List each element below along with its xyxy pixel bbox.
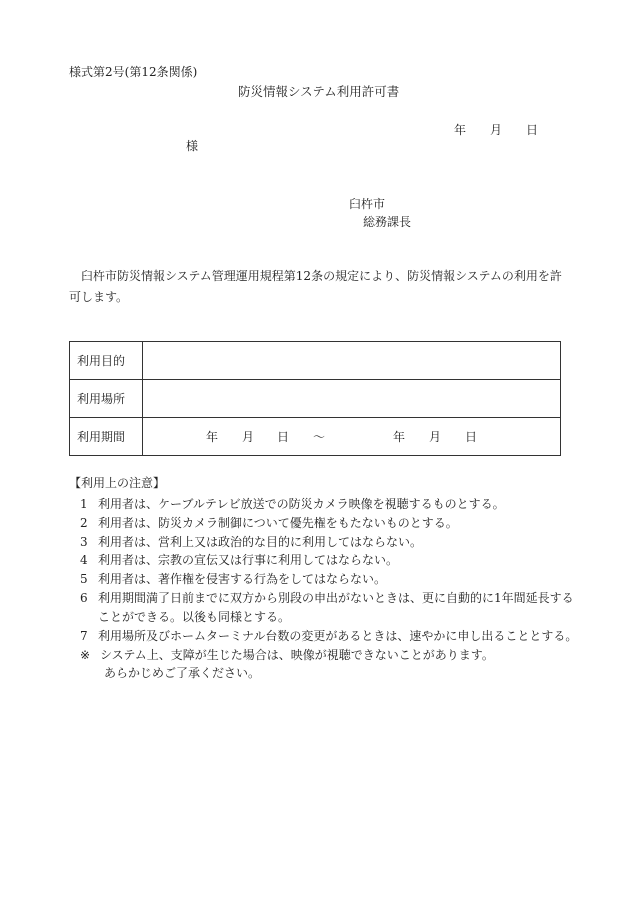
note-continuation — [104, 667, 260, 679]
note-text: 利用者は、宗教の宣伝又は行事に利用してはならない。 — [98, 553, 399, 567]
period-tilde: 〜 — [313, 429, 326, 444]
notes-heading: 【利用上の注意】 — [69, 476, 166, 490]
document-title: 防災情報システム利用許可書 — [238, 84, 400, 99]
note-text: 利用者は、ケーブルテレビ放送での防災カメラ映像を視聴するものとする。 — [98, 497, 505, 511]
period-start-month: 月 — [242, 429, 255, 444]
note-text: 利用者は、著作権を侵害する行為をしてはならない。 — [98, 572, 387, 586]
table-row-purpose — [70, 342, 561, 380]
date-month: 月 — [490, 123, 503, 137]
note-number: 4 — [80, 553, 88, 567]
note-text: システム上、支障が生じた場合は、映像が視聴できないことがあります。 — [100, 648, 494, 662]
issuer-department: 総務課長 — [363, 215, 412, 229]
note-number: 6 — [80, 591, 88, 605]
note-text: 利用場所及びホームターミナル台数の変更があるときは、速やかに申し出ることとする。 — [98, 629, 578, 643]
period-end-month: 月 — [429, 429, 442, 444]
date-day: 日 — [526, 123, 539, 137]
issuer-city: 臼杵市 — [349, 197, 386, 211]
note-number: 2 — [80, 516, 88, 530]
period-start-year: 年 — [206, 429, 219, 444]
note-text: 利用者は、営利上又は政治的な目的に利用してはならない。 — [98, 535, 423, 549]
period-start-day: 日 — [277, 429, 290, 444]
note-text: 利用期間満了日前までに双方から別段の申出がないときは、更に自動的に1年間延長する — [98, 591, 574, 605]
info-table — [69, 341, 561, 456]
date-year: 年 — [454, 123, 467, 137]
note-number: 3 — [80, 535, 88, 549]
form-number: 様式第2号(第12条関係) — [69, 65, 198, 79]
table-row-period — [70, 418, 561, 456]
note-number: 7 — [80, 629, 88, 643]
row-label-period: 利用期間 — [70, 418, 143, 456]
row-value-location — [143, 380, 561, 418]
note-number: 5 — [80, 572, 88, 586]
row-label-purpose: 利用目的 — [70, 342, 143, 380]
date-line — [454, 124, 538, 136]
row-value-purpose — [143, 342, 561, 380]
permission-statement: 臼杵市防災情報システム管理運用規程第12条の規定により、防災情報システムの利用を許可します。 — [69, 269, 562, 304]
note-text: 利用者は、防災カメラ制御について優先権をもたないものとする。 — [98, 516, 458, 530]
note-number: 1 — [80, 497, 88, 511]
period-end-day: 日 — [465, 429, 478, 444]
note-mark: ※ — [80, 648, 91, 662]
table-row-location — [70, 380, 561, 418]
note-text-continued: ことができる。以後も同様とする。 — [98, 610, 291, 624]
period-end-year: 年 — [393, 429, 406, 444]
note-text-continued: あらかじめご了承ください。 — [104, 666, 261, 680]
row-label-location: 利用場所 — [70, 380, 143, 418]
addressee-honorific: 様 — [186, 139, 199, 153]
row-value-period — [143, 418, 561, 456]
